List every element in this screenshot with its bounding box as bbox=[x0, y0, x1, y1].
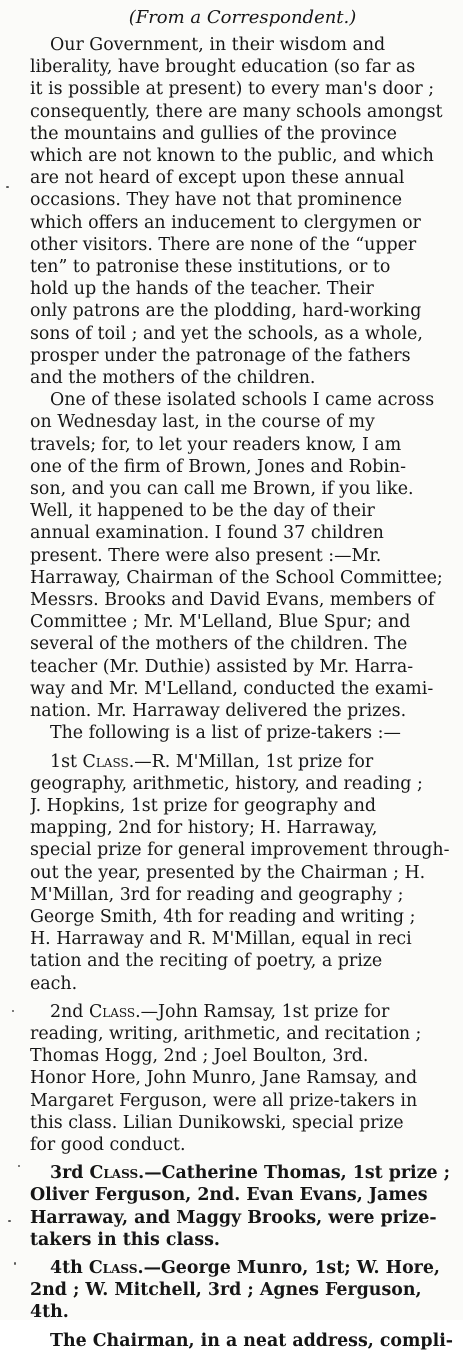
text-line: reading, writing, arithmetic, and recitation ; bbox=[30, 1023, 422, 1044]
text-line: travels; for, to let your readers know, I am bbox=[30, 434, 402, 455]
text-line: Harraway, and Maggy Brooks, were prize- bbox=[30, 1207, 437, 1228]
article-paragraph bbox=[30, 34, 455, 389]
article-paragraph bbox=[30, 751, 455, 995]
text-line: nation. Mr. Harraway delivered the prizes. bbox=[30, 701, 407, 722]
text-line: H. Harraway and R. M'Millan, equal in reci bbox=[30, 929, 412, 950]
class-label: Class bbox=[88, 1257, 138, 1278]
text-line: each. bbox=[30, 973, 78, 994]
class-label: Class bbox=[88, 1001, 136, 1022]
class-label: Class bbox=[82, 751, 129, 772]
text-line: which offers an inducement to clergymen or bbox=[30, 212, 421, 233]
text-line: Margaret Ferguson, were all prize-takers in bbox=[30, 1090, 418, 1111]
text-line: and the mothers of the children. bbox=[30, 368, 316, 389]
article-paragraph bbox=[30, 1330, 455, 1352]
article-paragraph bbox=[30, 722, 455, 744]
ink-speck bbox=[6, 186, 9, 188]
ink-speck bbox=[12, 1010, 14, 1012]
text-line: takers in this class. bbox=[30, 1229, 220, 1250]
text-line: George Smith, 4th for reading and writing ; bbox=[30, 906, 416, 927]
text-line: geography, arithmetic, history, and reading ; bbox=[30, 773, 423, 794]
text-line: one of the firm of Brown, Jones and Robin- bbox=[30, 456, 406, 477]
ink-speck bbox=[8, 1220, 11, 1222]
text-line: 3rd Class.—Catherine Thomas, 1st prize ; bbox=[50, 1163, 451, 1184]
text-line: present. There were also present :—Mr. bbox=[30, 545, 382, 566]
text-line: Our Government, in their wisdom and bbox=[50, 35, 386, 55]
article-heading: (From a Correspondent.) bbox=[128, 7, 357, 28]
text-line: mapping, 2nd for history; H. Harraway, bbox=[30, 818, 378, 839]
text-line: are not heard of except upon these annual bbox=[30, 168, 405, 189]
article-paragraph bbox=[30, 389, 455, 722]
text-line: teacher (Mr. Duthie) assisted by Mr. Harra- bbox=[30, 656, 414, 677]
text-line: ten” to patronise these institutions, or to bbox=[30, 257, 391, 278]
text-line: the mountains and gullies of the province bbox=[30, 123, 397, 144]
text-line: prosper under the patronage of the fathers bbox=[30, 345, 411, 366]
text-line: way and Mr. M'Lelland, conducted the exami- bbox=[30, 678, 434, 699]
article-paragraph bbox=[30, 1257, 455, 1324]
text-line: occasions. They have not that prominence bbox=[30, 190, 403, 211]
text-line: 4th. bbox=[30, 1302, 69, 1323]
text-line: it is possible at present) to every man's door ; bbox=[30, 79, 435, 100]
text-line: on Wednesday last, in the course of my bbox=[30, 412, 375, 433]
text-line: tation and the reciting of poetry, a prize bbox=[30, 951, 383, 972]
ink-speck bbox=[14, 1262, 16, 1265]
text-line: Well, it happened to be the day of their bbox=[30, 501, 375, 522]
text-line: hold up the hands of the teacher. Their bbox=[30, 279, 374, 300]
text-line: only patrons are the plodding, hard-working bbox=[30, 301, 422, 322]
text-line: Honor Hore, John Munro, Jane Ramsay, and bbox=[30, 1068, 418, 1089]
text-line: liberality, have brought education (so far as bbox=[30, 57, 416, 78]
text-line: this class. Lilian Dunikowski, special prize bbox=[30, 1112, 404, 1133]
article-paragraph bbox=[30, 1162, 455, 1251]
text-line: 4th Class.—George Munro, 1st; W. Hore, bbox=[50, 1257, 440, 1278]
article-paragraph bbox=[30, 1001, 455, 1156]
text-line: sons of toil ; and yet the schools, as a whole, bbox=[30, 323, 423, 344]
text-line: M'Millan, 3rd for reading and geography ; bbox=[30, 884, 404, 905]
text-line: other visitors. There are none of the “upper bbox=[30, 234, 417, 255]
text-line: 1st Class.—R. M'Millan, 1st prize for bbox=[50, 751, 374, 772]
text-line: for good conduct. bbox=[30, 1134, 186, 1155]
text-line: 2nd Class.—John Ramsay, 1st prize for bbox=[50, 1001, 390, 1022]
text-line: several of the mothers of the children. The bbox=[30, 634, 408, 655]
text-line: Oliver Ferguson, 2nd. Evan Evans, James bbox=[30, 1185, 428, 1206]
text-line: Messrs. Brooks and David Evans, members of bbox=[30, 590, 435, 611]
text-line: annual examination. I found 37 children bbox=[30, 523, 384, 544]
text-line: One of these isolated schools I came across bbox=[50, 390, 435, 411]
class-label: Class bbox=[89, 1163, 139, 1184]
text-line: special prize for general improvement through- bbox=[30, 840, 450, 861]
text-line: which are not known to the public, and which bbox=[30, 146, 434, 167]
text-line: The following is a list of prize-takers :— bbox=[50, 723, 401, 744]
text-line: consequently, there are many schools amongst bbox=[30, 101, 443, 122]
text-line: Harraway, Chairman of the School Committee; bbox=[30, 567, 443, 588]
text-line: Thomas Hogg, 2nd ; Joel Boulton, 3rd. bbox=[30, 1046, 369, 1067]
ink-speck bbox=[18, 1165, 20, 1167]
text-line: out the year, presented by the Chairman ; H. bbox=[30, 862, 426, 883]
text-line: Committee ; Mr. M'Lelland, Blue Spur; and bbox=[30, 612, 411, 633]
text-line: 2nd ; W. Mitchell, 3rd ; Agnes Ferguson, bbox=[30, 1280, 422, 1301]
text-line: son, and you can call me Brown, if you like. bbox=[30, 479, 414, 500]
text-line: The Chairman, in a neat address, compli- bbox=[50, 1330, 454, 1351]
text-line: J. Hopkins, 1st prize for geography and bbox=[30, 795, 377, 816]
article-body bbox=[30, 34, 455, 1352]
